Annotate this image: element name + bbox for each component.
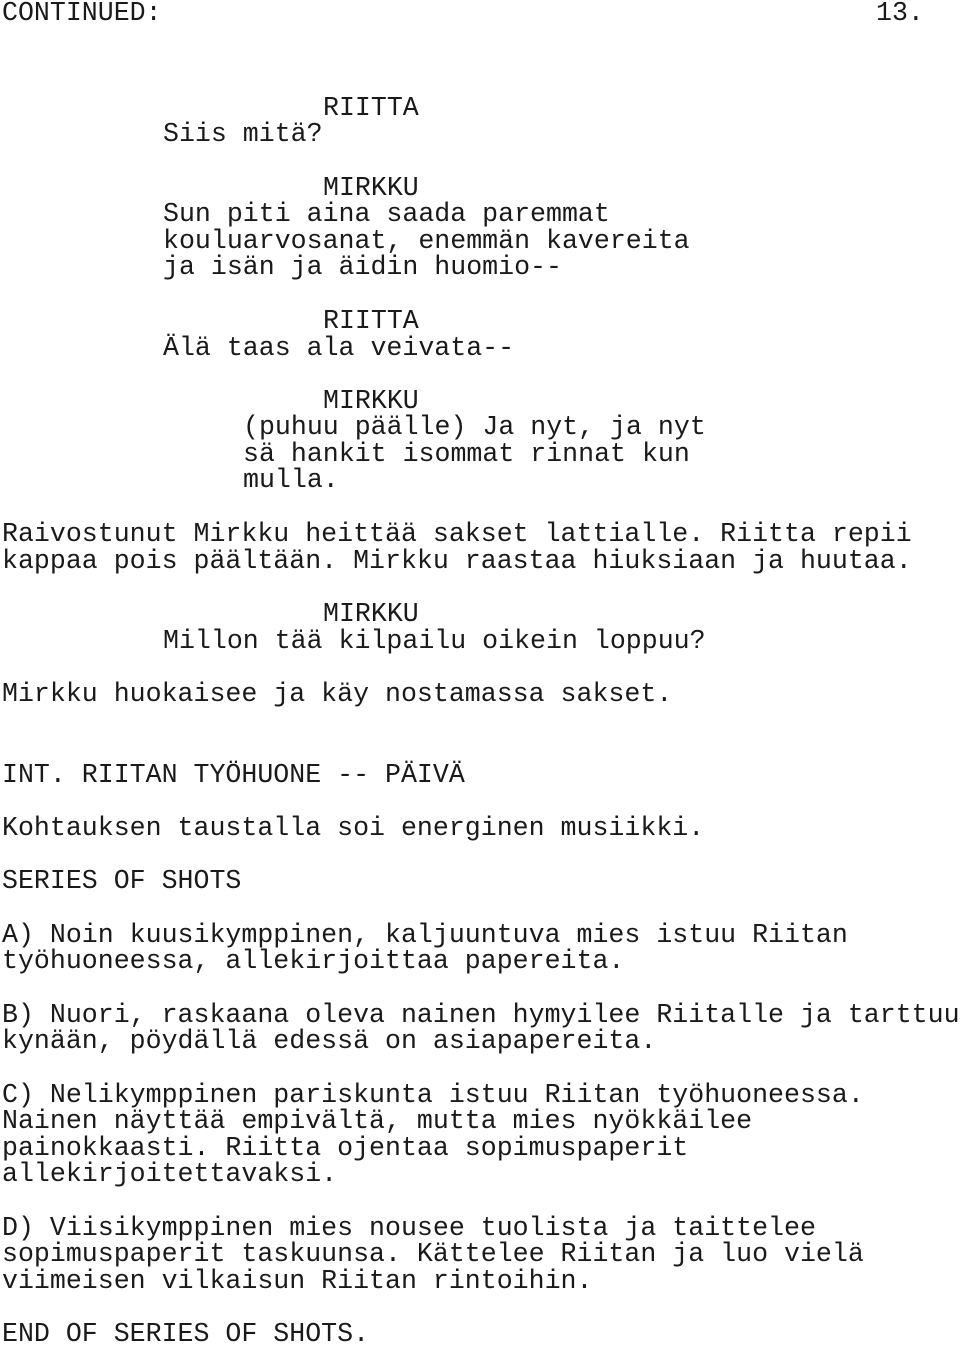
action-line: kappaa pois päältään. Mirkku raastaa hiuksiaan ja huutaa. [2, 546, 912, 576]
continued-label: CONTINUED: [2, 0, 162, 28]
shot-line: kynään, pöydällä edessä on asiapapereita. [2, 1026, 657, 1056]
series-end: END OF SERIES OF SHOTS. [2, 1319, 370, 1349]
dialogue-line: Sun piti aina saada paremmat [163, 199, 610, 229]
character-name: MIRKKU [323, 173, 419, 203]
dialogue-line: kouluarvosanat, enemmän kavereita [163, 226, 690, 256]
shot-line: Nainen näyttää empivältä, mutta mies nyökkäilee [2, 1106, 753, 1136]
action-line: Mirkku huokaisee ja käy nostamassa sakset. [2, 679, 673, 709]
shot-line: C) Nelikymppinen pariskunta istuu Riitan työhuoneessa. [2, 1080, 864, 1110]
character-name: MIRKKU [323, 599, 419, 629]
dialogue-line: Millon tää kilpailu oikein loppuu? [163, 626, 706, 656]
series-heading: SERIES OF SHOTS [2, 866, 242, 896]
shot-line: D) Viisikymppinen mies nousee tuolista ja taittelee [2, 1213, 816, 1243]
shot-line: allekirjoitettavaksi. [2, 1159, 338, 1189]
action-line: Raivostunut Mirkku heittää sakset lattialle. Riitta repii [2, 519, 912, 549]
dialogue-line: Älä taas ala veivata-- [163, 333, 515, 363]
shot-line: A) Noin kuusikymppinen, kaljuuntuva mies istuu Riitan [2, 920, 848, 950]
dialogue-line: ja isän ja äidin huomio-- [163, 252, 562, 282]
character-name: RIITTA [323, 93, 419, 123]
shot-line: B) Nuori, raskaana oleva nainen hymyilee Riitalle ja tarttuu [2, 1000, 960, 1030]
shot-line: sopimuspaperit taskuunsa. Kättelee Riitan ja luo vielä [2, 1239, 864, 1269]
action-line: Kohtauksen taustalla soi energinen musiikki. [2, 813, 705, 843]
character-name: MIRKKU [323, 386, 419, 416]
page-number: 13. [876, 0, 924, 28]
scene-heading: INT. RIITAN TYÖHUONE -- PÄIVÄ [2, 760, 465, 790]
dialogue-line: (puhuu päälle) Ja nyt, ja nyt [243, 412, 706, 442]
dialogue-line: Siis mitä? [163, 119, 323, 149]
shot-line: painokkaasti. Riitta ojentaa sopimuspaperit [2, 1133, 689, 1163]
shot-line: työhuoneessa, allekirjoittaa papereita. [2, 946, 625, 976]
dialogue-line: mulla. [243, 465, 339, 495]
character-name: RIITTA [323, 306, 419, 336]
shot-line: viimeisen vilkaisun Riitan rintoihin. [2, 1266, 593, 1296]
dialogue-line: sä hankit isommat rinnat kun [243, 439, 690, 469]
